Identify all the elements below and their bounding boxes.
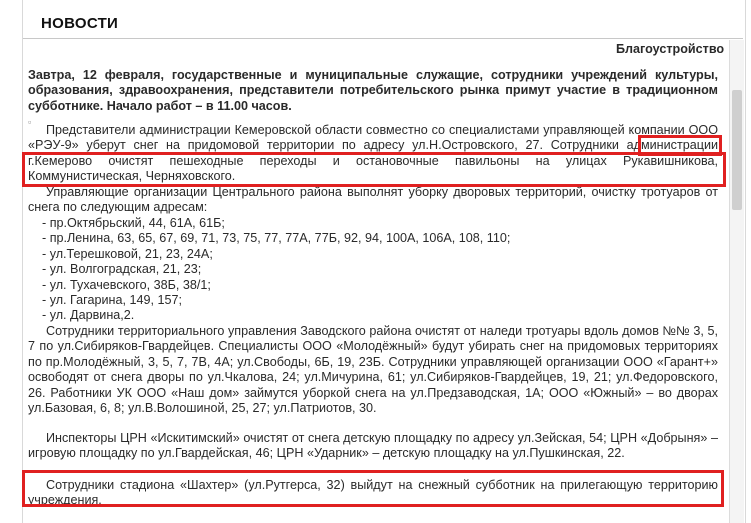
list-item: - ул.Терешковой, 21, 23, 24А; xyxy=(42,246,213,261)
paragraph-3-text: Сотрудники территориального управления Заводского района очистят от наледи тротуары вдоль домов №№ 3, 5, 7 по ул.Сибиряков-Гвардейцев. Специалисты ООО «Молодёжный» будут убирать снег на придомовых территориях по пр.Молодёжный, 3, 5, 7, 7В, 4А; ул.Свободы, 6Б, 19, 23Б. Сотрудники управляющей организации ООО «Гарант+» освободят от снега дворы по ул.Чкалова, 24; ул.Мичурина, 61; ул.Сибиряков-Гвардейцев, 19, 21; ул.Федоровского, 26. Работники УК ООО «Наш дом» займутся уборкой снега на ул.Предзаводская, 1А; ООО «Южный» – во дворах ул.Базовая, 6, 8; ул.В.Волошиной, 25, 27; ул.Патриотов, 30. xyxy=(28,324,718,416)
paragraph-5-text: Сотрудники стадиона «Шахтер» (ул.Рутгерса, 32) выйдут на снежный субботник на прилегающую территорию учреждения. xyxy=(28,478,718,508)
list-item: - ул. Гагарина, 149, 157; xyxy=(42,292,183,307)
page-title: НОВОСТИ xyxy=(41,15,119,32)
article-category: Благоустройство xyxy=(616,42,725,56)
paragraph-3 xyxy=(28,324,718,416)
paragraph-1-text: Представители администрации Кемеровской области совместно со специалистами управляющей компании ООО «РЭУ-9» уберут снег на придомовой территории по адресу ул.Н.Островского, 27. xyxy=(28,123,718,153)
section-header xyxy=(23,8,743,39)
paragraph-2 xyxy=(28,185,718,216)
highlighted-text-1: Сотрудники администрации г.Кемерово очистят пешеходные переходы и остановочные павильоны на улицах Рукавишникова, Коммунистическая, Черняховского. xyxy=(28,138,719,184)
list-item: - пр.Ленина, 63, 65, 67, 69, 71, 73, 75, 77, 77А, 77Б, 92, 94, 100А, 106А, 108, 110; xyxy=(42,231,511,246)
paragraph-4 xyxy=(28,431,718,462)
list-item: - ул. Тухачевского, 38Б, 38/1; xyxy=(42,277,211,292)
lead-text: Завтра, 12 февраля, государственные и муниципальные служащие, сотрудники учреждений культуры, образования, здравоохранения, представители потребительского рынка примут участие в традиционном субботнике. Начало работ – в 11.00 часов. xyxy=(28,68,718,113)
list-item: - пр.Октябрьский, 44, 61А, 61Б; xyxy=(42,216,225,230)
address-list xyxy=(42,216,510,324)
paragraph-4-text: Инспекторы ЦРН «Искитимский» очистят от снега детскую площадку по адресу ул.Зейская, 54; ЦРН «Добрыня» – игровую площадку по ул.Гвардейская, 46; ЦРН «Ударник» – детскую площадку на ул.Пушкинская, 22. xyxy=(28,431,718,461)
list-item: - ул. Дарвина,2. xyxy=(42,308,135,323)
scrollbar-thumb[interactable] xyxy=(732,90,742,210)
list-item: - ул. Волгоградская, 21, 23; xyxy=(42,262,202,277)
article-lead xyxy=(28,68,718,114)
scrollbar[interactable] xyxy=(729,40,744,523)
highlight-box-1b xyxy=(22,152,726,187)
highlight-box-2 xyxy=(22,470,724,507)
paragraph-2-text: Управляющие организации Центрального района выполнят уборку дворовых территорий, очистку тротуаров от снега по следующим адресам: xyxy=(28,185,718,215)
bullet-marker-icon: ▫ xyxy=(28,117,32,127)
